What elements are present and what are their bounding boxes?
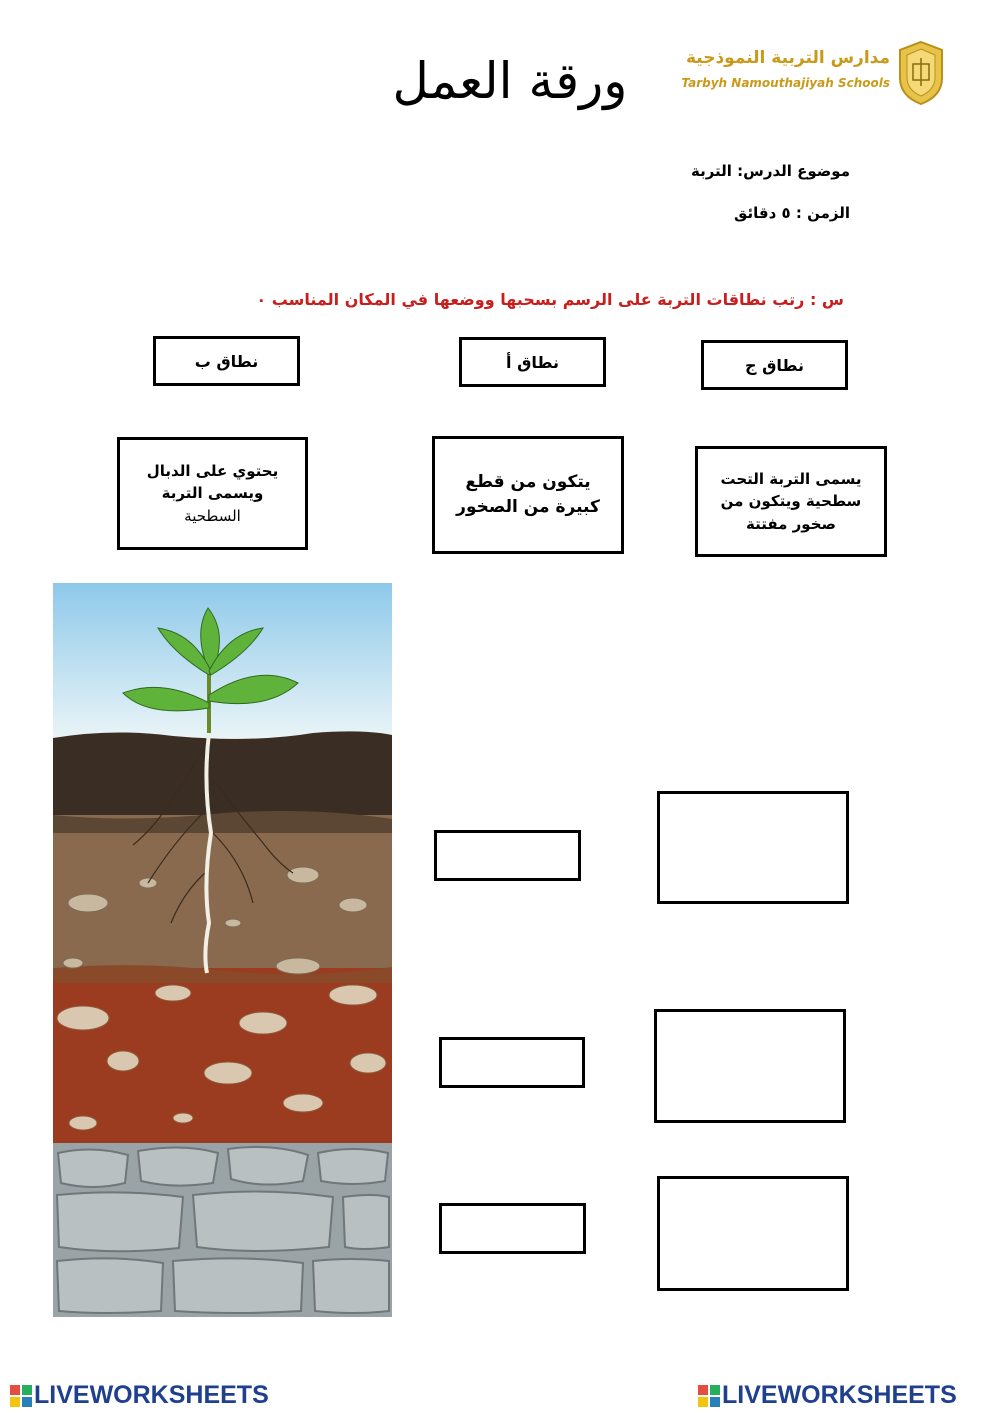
drop-zone-description-2[interactable] — [654, 1009, 846, 1123]
school-name-english: Tarbyh Namouthajiyah Schools — [681, 76, 890, 90]
description-line: صخور مفتتة — [746, 514, 836, 533]
description-line: السطحية — [184, 506, 241, 525]
liveworksheets-logo-right — [698, 1381, 957, 1410]
school-crest-icon — [896, 40, 946, 106]
drop-zone-label-2[interactable] — [439, 1037, 585, 1088]
description-line: يحتوي على الدبال — [146, 461, 279, 480]
description-card-humus[interactable] — [117, 437, 308, 550]
description-card-rocks[interactable] — [432, 436, 624, 554]
description-line: يسمى التربة التحت — [720, 469, 862, 488]
drop-zone-label-1[interactable] — [434, 830, 581, 881]
lesson-topic: موضوع الدرس: التربة — [690, 162, 850, 180]
zone-label-b[interactable]: نطاق ب — [153, 336, 300, 386]
zone-label-c[interactable]: نطاق ج — [701, 340, 848, 390]
drop-zone-description-1[interactable] — [657, 791, 849, 904]
description-line: سطحية ويتكون من — [720, 492, 862, 511]
drop-zone-label-3[interactable] — [439, 1203, 586, 1254]
drop-zone-description-3[interactable] — [657, 1176, 849, 1291]
soil-layers-illustration — [53, 583, 392, 1317]
liveworksheets-brand: LIVEWORKSHEETS — [34, 1381, 269, 1409]
description-line: يتكون من قطع — [465, 471, 591, 492]
liveworksheets-brand: LIVEWORKSHEETS — [722, 1381, 957, 1409]
liveworksheets-icon — [10, 1385, 32, 1407]
zone-label-a[interactable]: نطاق أ — [459, 337, 606, 387]
school-name-arabic: مدارس التربية النموذجية — [685, 48, 890, 68]
worksheet-title: ورقة العمل — [392, 52, 628, 110]
question-text: س : رتب نطاقات التربة على الرسم بسحبها ووضعها في المكان المناسب ٠ — [256, 290, 844, 309]
description-line: كبيرة من الصخور — [456, 497, 600, 517]
description-card-subsoil[interactable] — [695, 446, 887, 557]
liveworksheets-icon — [698, 1385, 720, 1407]
lesson-time: الزمن : ٥ دقائق — [733, 204, 850, 222]
description-line: ويسمى التربة — [161, 484, 264, 503]
liveworksheets-logo-left — [10, 1381, 269, 1410]
